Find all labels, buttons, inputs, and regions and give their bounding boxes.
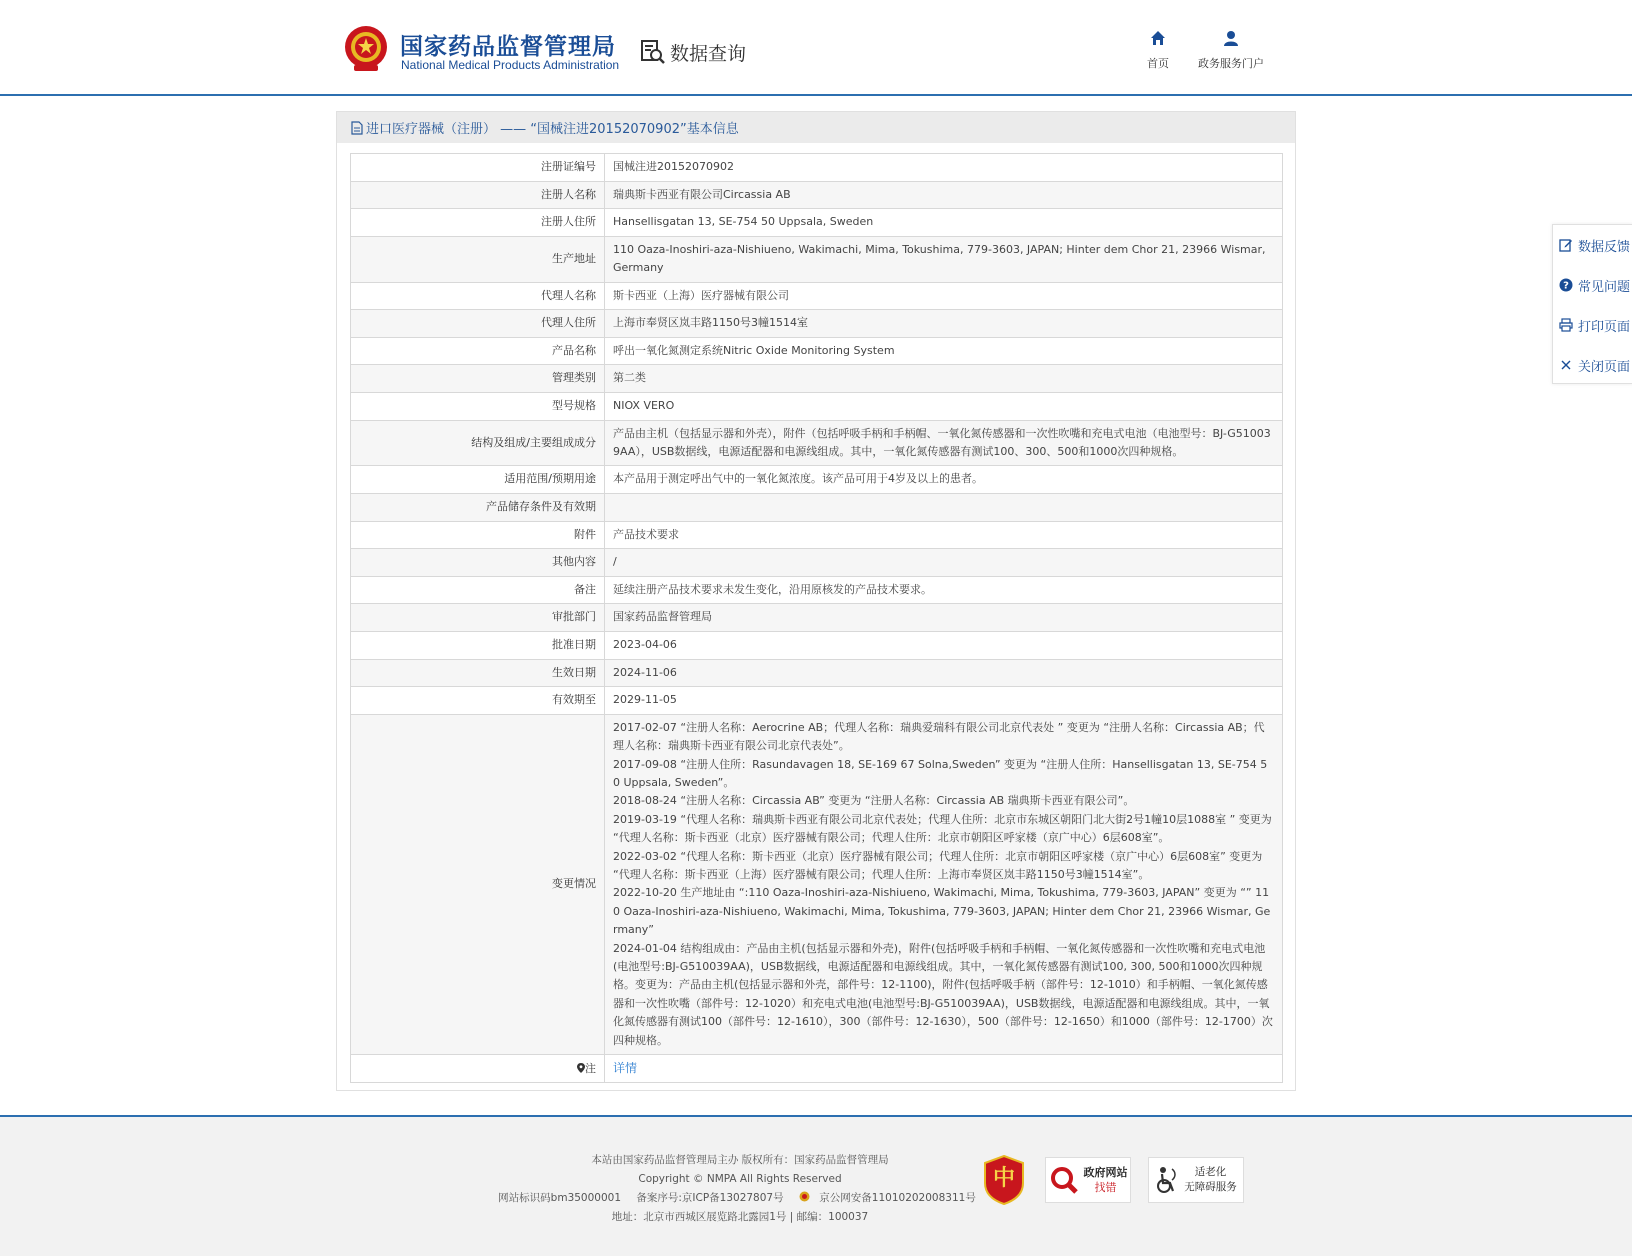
footer-site-id: 网站标识码bm35000001 bbox=[498, 1192, 622, 1204]
table-row bbox=[351, 549, 1283, 577]
accessibility-title: 适老化 bbox=[1194, 1166, 1227, 1178]
table-row bbox=[351, 392, 1283, 420]
question-icon bbox=[1559, 278, 1573, 292]
edit-icon bbox=[1559, 238, 1573, 252]
table-row bbox=[351, 604, 1283, 632]
row-label: 产品储存条件及有效期 bbox=[351, 493, 605, 521]
row-label: 注册人住所 bbox=[351, 209, 605, 237]
registration-info-table bbox=[350, 153, 1283, 1083]
row-value bbox=[605, 493, 1283, 521]
row-label: 备注 bbox=[351, 576, 605, 604]
row-label: 代理人名称 bbox=[351, 282, 605, 310]
data-query-label: 数据查询 bbox=[670, 42, 747, 65]
note-label-cell bbox=[351, 1055, 605, 1083]
table-row bbox=[351, 337, 1283, 365]
footer-icp-link[interactable]: 备案序号:京ICP备13027807号 bbox=[636, 1192, 784, 1204]
wheelchair-icon bbox=[1155, 1166, 1179, 1194]
table-row bbox=[351, 466, 1283, 494]
national-emblem-icon bbox=[344, 25, 388, 73]
footer-police-label: 京公网安备11010202008311号 bbox=[819, 1192, 976, 1204]
agency-name-en[interactable]: National Medical Products Administration bbox=[401, 58, 620, 72]
close-page-label: 关闭页面 bbox=[1578, 359, 1631, 375]
row-label: 注册人名称 bbox=[351, 181, 605, 209]
panel-title: 进口医疗器械（注册） —— “国械注进20152070902”基本信息 bbox=[366, 122, 739, 137]
accessibility-service-badge[interactable] bbox=[1148, 1157, 1244, 1203]
svg-text:?: ? bbox=[1563, 280, 1569, 292]
nav-home-label: 首页 bbox=[1147, 57, 1169, 70]
row-value: 本产品用于测定呼出气中的一氧化氮浓度。该产品可用于4岁及以上的患者。 bbox=[605, 466, 1283, 494]
faq-button[interactable] bbox=[1553, 265, 1632, 305]
row-label: 注册证编号 bbox=[351, 154, 605, 182]
svg-text:中: 中 bbox=[992, 1165, 1016, 1191]
row-value: / bbox=[605, 549, 1283, 577]
panel-title-bar bbox=[337, 112, 1295, 143]
print-icon bbox=[1559, 318, 1573, 332]
row-value: 国械注进20152070902 bbox=[605, 154, 1283, 182]
detail-panel bbox=[336, 111, 1296, 1091]
row-value: 斯卡西亚（上海）医疗器械有限公司 bbox=[605, 282, 1283, 310]
footer-police-record[interactable] bbox=[799, 1192, 982, 1204]
note-value bbox=[605, 1055, 1283, 1083]
table-row bbox=[351, 181, 1283, 209]
change-entry: 2022-03-02 “代理人名称：斯卡西亚（北京）医疗器械有限公司；代理人住所：北京市朝阳区呼家楼（京广中心）6层608室” 变更为 “代理人名称：斯卡西亚（上海）医疗器械有限公司；代理人住所：上海市奉贤区岚丰路1150号3幢1514室”。 bbox=[613, 849, 1263, 881]
pin-icon bbox=[577, 1063, 585, 1073]
agency-name-cn[interactable]: 国家药品监督管理局 bbox=[400, 34, 616, 60]
party-gov-badge[interactable] bbox=[982, 1157, 1026, 1203]
data-feedback-button[interactable] bbox=[1553, 225, 1632, 265]
table-row-changes bbox=[351, 714, 1283, 1054]
table-row bbox=[351, 154, 1283, 182]
row-label: 代理人住所 bbox=[351, 310, 605, 338]
row-label: 批准日期 bbox=[351, 631, 605, 659]
nav-portal-label: 政务服务门户 bbox=[1198, 57, 1264, 70]
gov-site-error-report-badge[interactable] bbox=[1045, 1157, 1131, 1203]
data-query-title[interactable] bbox=[640, 37, 746, 67]
nav-home-link[interactable] bbox=[1128, 30, 1188, 71]
details-link[interactable]: 详情 bbox=[613, 1061, 638, 1076]
row-label: 管理类别 bbox=[351, 365, 605, 393]
note-label: 注 bbox=[585, 1061, 596, 1075]
row-value: 瑞典斯卡西亚有限公司Circassia AB bbox=[605, 181, 1283, 209]
row-label: 产品名称 bbox=[351, 337, 605, 365]
row-label: 变更情况 bbox=[351, 714, 605, 1054]
row-label: 生效日期 bbox=[351, 659, 605, 687]
table-row bbox=[351, 687, 1283, 715]
user-icon bbox=[1223, 30, 1239, 46]
table-row bbox=[351, 521, 1283, 549]
row-label: 型号规格 bbox=[351, 392, 605, 420]
close-icon bbox=[1559, 358, 1573, 372]
change-entry: 2018-08-24 “注册人名称：Circassia AB” 变更为 “注册人名称：Circassia AB 瑞典斯卡西亚有限公司”。 bbox=[613, 794, 1135, 808]
table-row bbox=[351, 420, 1283, 466]
table-row bbox=[351, 365, 1283, 393]
row-label: 生产地址 bbox=[351, 236, 605, 282]
table-row bbox=[351, 282, 1283, 310]
row-label: 附件 bbox=[351, 521, 605, 549]
table-row bbox=[351, 493, 1283, 521]
table-row bbox=[351, 576, 1283, 604]
row-label: 适用范围/预期用途 bbox=[351, 466, 605, 494]
faq-label: 常见问题 bbox=[1578, 279, 1631, 295]
data-feedback-label: 数据反馈 bbox=[1578, 239, 1631, 255]
change-entry: 2017-09-08 “注册人住所：Rasundavagen 18, SE-169 67 Solna,Sweden” 变更为 “注册人住所：Hansellisgatan 13, SE-754 50 Uppsala, Sweden”。 bbox=[613, 757, 1268, 789]
nav-portal-link[interactable] bbox=[1186, 30, 1276, 71]
document-icon bbox=[351, 121, 363, 135]
row-value: 延续注册产品技术要求未发生变化，沿用原核发的产品技术要求。 bbox=[605, 576, 1283, 604]
row-value: 上海市奉贤区岚丰路1150号3幢1514室 bbox=[605, 310, 1283, 338]
magnifier-icon bbox=[1049, 1165, 1079, 1195]
change-entry: 2017-02-07 “注册人名称：Aerocrine AB；代理人名称：瑞典爱瑞科有限公司北京代表处 ” 变更为 “注册人名称：Circassia AB；代理人名称：瑞典斯卡西亚有限公司北京代表处”。 bbox=[613, 720, 1265, 753]
table-row bbox=[351, 631, 1283, 659]
footer-address: 地址：北京市西城区展览路北露园1号 | 邮编：100037 bbox=[611, 1211, 869, 1223]
side-toolbar bbox=[1552, 224, 1632, 384]
change-entry: 2024-01-04 结构组成由：产品由主机(包括显示器和外壳)，附件(包括呼吸手柄和手柄帽、一氧化氮传感器和一次性吹嘴和充电式电池(电池型号:BJ-G510039AA)，USB数据线，电源适配器和电源线组成。其中，一氧化氮传感器有测试100, 300, 500和1000次四种规格。变更为：产品由主机(包括显示器和外壳，部件号：12-1100)，附件(包括呼吸手柄（部件号：12-1010）和手柄帽、一氧化氮传感器和一次性吹嘴（部件号：12-1020）和充电式电池(电池型号:BJ-G510039AA)，USB数据线，电源适配器和电源线组成。其中，一氧化氮传感器有测试100（部件号：12-1610），300（部件号：12-1630），500（部件号：12-1650）和1000（部件号：12-1700）次四种规格。 bbox=[613, 941, 1273, 1047]
close-page-button[interactable] bbox=[1553, 345, 1632, 385]
row-value: NIOX VERO bbox=[605, 392, 1283, 420]
print-page-label: 打印页面 bbox=[1578, 319, 1631, 335]
row-value: 2024-11-06 bbox=[605, 659, 1283, 687]
row-value: 第二类 bbox=[605, 365, 1283, 393]
footer-text bbox=[490, 1151, 990, 1227]
table-row bbox=[351, 209, 1283, 237]
change-entry: 2022-10-20 生产地址由 “:110 Oaza-Inoshiri-aza-Nishiueno, Wakimachi, Mima, Tokushima, 779-3603, JAPAN” 变更为 “” 110 Oaza-Inoshiri-aza-Nishiueno, Wakimachi, Mima, Tokushima, 779-3603, JAPAN; Hinter dem Chor 21, 23966 Wismar, Germany” bbox=[613, 886, 1271, 937]
accessibility-sub: 无障碍服务 bbox=[1184, 1181, 1237, 1193]
row-value: 产品技术要求 bbox=[605, 521, 1283, 549]
table-row bbox=[351, 236, 1283, 282]
gov-site-sub: 找错 bbox=[1094, 1181, 1117, 1194]
site-footer bbox=[0, 1115, 1632, 1256]
change-history bbox=[605, 714, 1283, 1054]
row-value: 呼出一氧化氮测定系统Nitric Oxide Monitoring System bbox=[605, 337, 1283, 365]
row-value: 产品由主机（包括显示器和外壳），附件（包括呼吸手柄和手柄帽、一氧化氮传感器和一次性吹嘴和充电式电池（电池型号：BJ-G510039AA），USB数据线，电源适配器和电源线组成。其中，一氧化氮传感器有测试100、300、500和1000次四种规格。 bbox=[605, 420, 1283, 466]
row-label: 结构及组成/主要组成成分 bbox=[351, 420, 605, 466]
table-row-note bbox=[351, 1055, 1283, 1083]
footer-registration bbox=[490, 1189, 990, 1208]
site-header bbox=[0, 0, 1632, 96]
footer-copyright: Copyright © NMPA All Rights Reserved bbox=[638, 1173, 842, 1185]
data-search-icon bbox=[640, 39, 666, 65]
print-page-button[interactable] bbox=[1553, 305, 1632, 345]
party-government-emblem-icon bbox=[983, 1155, 1025, 1205]
footer-sponsor: 本站由国家药品监督管理局主办 版权所有：国家药品监督管理局 bbox=[591, 1154, 889, 1166]
home-icon bbox=[1150, 30, 1166, 46]
row-value: 国家药品监督管理局 bbox=[605, 604, 1283, 632]
row-label: 审批部门 bbox=[351, 604, 605, 632]
row-value: 2029-11-05 bbox=[605, 687, 1283, 715]
row-label: 其他内容 bbox=[351, 549, 605, 577]
row-value: Hansellisgatan 13, SE-754 50 Uppsala, Sweden bbox=[605, 209, 1283, 237]
row-value: 2023-04-06 bbox=[605, 631, 1283, 659]
gov-site-title: 政府网站 bbox=[1083, 1166, 1128, 1179]
change-entry: 2019-03-19 “代理人名称：瑞典斯卡西亚有限公司北京代表处；代理人住所：北京市东城区朝阳门北大街2号1幢10层1088室 ” 变更为 “代理人名称：斯卡西亚（北京）医疗器械有限公司；代理人住所：北京市朝阳区呼家楼（京广中心）6层608室”。 bbox=[613, 812, 1272, 845]
police-badge-icon bbox=[799, 1191, 810, 1202]
table-row bbox=[351, 659, 1283, 687]
row-label: 有效期至 bbox=[351, 687, 605, 715]
table-row bbox=[351, 310, 1283, 338]
row-value: 110 Oaza-Inoshiri-aza-Nishiueno, Wakimachi, Mima, Tokushima, 779-3603, JAPAN; Hinter dem Chor 21, 23966 Wismar, Germany bbox=[605, 236, 1283, 282]
